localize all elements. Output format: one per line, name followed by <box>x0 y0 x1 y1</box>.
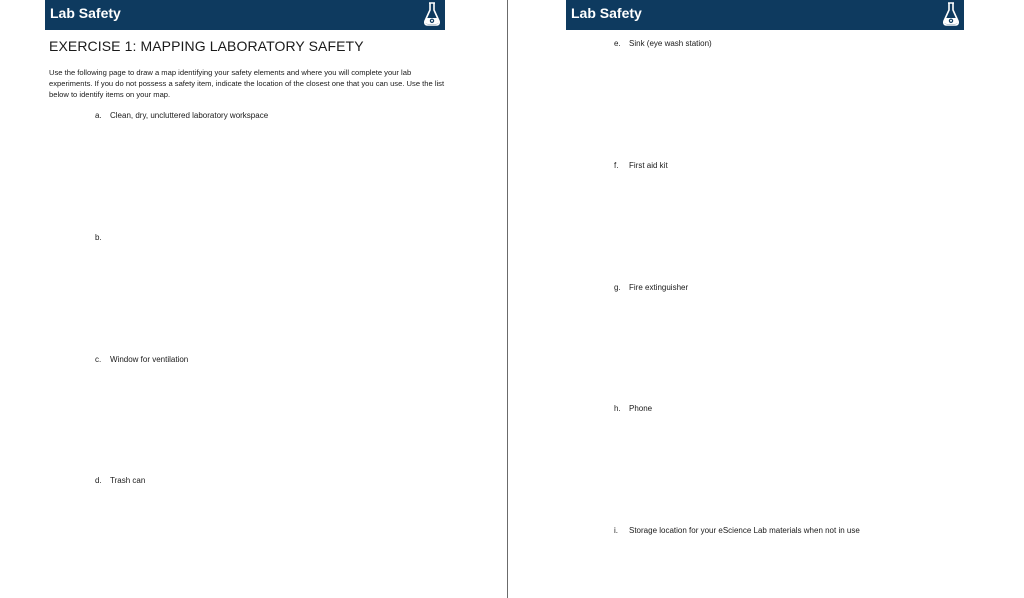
list-item-f <box>614 161 668 170</box>
list-item-letter: b. <box>95 233 102 242</box>
list-item-letter: i. <box>614 526 618 535</box>
left-page <box>0 0 507 598</box>
list-item-a <box>95 111 268 120</box>
list-item-i <box>614 526 860 535</box>
right-page-header <box>566 0 964 30</box>
list-item-text: Phone <box>629 404 653 413</box>
list-item-text: First aid kit <box>629 161 668 170</box>
list-item-text: Window for ventilation <box>110 355 189 364</box>
list-item-g <box>614 283 688 292</box>
right-header-title: Lab Safety <box>571 5 642 21</box>
left-header-title: Lab Safety <box>50 5 121 21</box>
list-item-letter: f. <box>614 161 619 170</box>
list-item-letter: c. <box>95 355 102 364</box>
list-item-b <box>95 233 110 242</box>
exercise-title: EXERCISE 1: MAPPING LABORATORY SAFETY <box>49 38 364 54</box>
list-item-letter: d. <box>95 476 102 485</box>
list-item-text: Clean, dry, uncluttered laboratory workspace <box>110 111 269 120</box>
list-item-text: Fire extinguisher <box>629 283 689 292</box>
list-item-letter: h. <box>614 404 621 413</box>
flask-icon <box>942 1 960 27</box>
right-page <box>508 0 1024 598</box>
list-item-text: Storage location for your eScience Lab materials when not in use <box>629 526 860 535</box>
list-item-text: Trash can <box>110 476 146 485</box>
list-item-letter: g. <box>614 283 621 292</box>
flask-icon <box>423 1 441 27</box>
list-item-letter: a. <box>95 111 102 120</box>
list-item-text: Sink (eye wash station) <box>629 39 712 48</box>
left-page-header <box>45 0 445 30</box>
list-item-d <box>95 476 145 485</box>
list-item-c <box>95 355 188 364</box>
list-item-letter: e. <box>614 39 621 48</box>
intro-paragraph: Use the following page to draw a map identifying your safety elements and where you will complete your lab experiments. If you do not possess a safety item, indicate the location of the closest one that you can use. Use the list below to identify items on your map. <box>49 68 445 99</box>
list-item-e <box>614 39 712 48</box>
list-item-h <box>614 404 652 413</box>
